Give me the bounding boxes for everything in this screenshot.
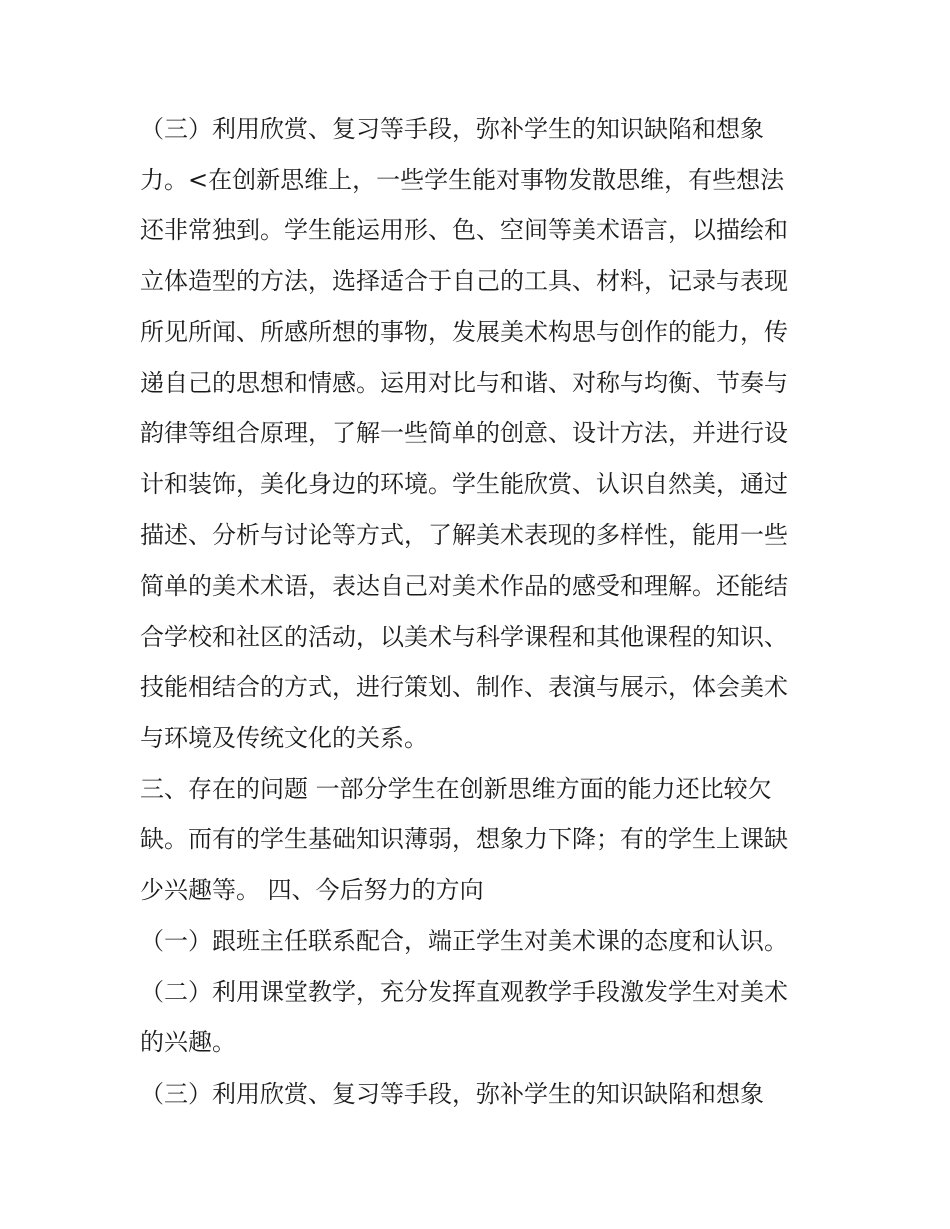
text-line-9: 描述、分析与讨论等方式，了解美术表现的多样性，能用一些 bbox=[140, 521, 788, 549]
text-line-20: （三）利用欣赏、复习等手段，弥补学生的知识缺陷和想象 bbox=[140, 1080, 764, 1108]
text-line-6: 递自己的思想和情感。运用对比与和谐、对称与均衡、节奏与 bbox=[140, 369, 788, 397]
text-line-4: 立体造型的方法，选择适合于自己的工具、材料，记录与表现 bbox=[140, 267, 788, 295]
text-line-10: 简单的美术术语，表达自己对美术作品的感受和理解。还能结 bbox=[140, 572, 788, 600]
text-line-15: 缺。而有的学生基础知识薄弱，想象力下降；有的学生上课缺 bbox=[140, 825, 788, 853]
text-line-17: （一）跟班主任联系配合，端正学生对美术课的态度和认识。 bbox=[140, 927, 788, 955]
text-line-16: 少兴趣等。 四、今后努力的方向 bbox=[140, 876, 484, 904]
text-line-11: 合学校和社区的活动，以美术与科学课程和其他课程的知识、 bbox=[140, 623, 788, 651]
text-line-7: 韵律等组合原理，了解一些简单的创意、设计方法，并进行设 bbox=[140, 419, 788, 447]
text-line-13: 与环境及传统文化的关系。 bbox=[140, 724, 428, 752]
text-line-5: 所见所闻、所感所想的事物，发展美术构思与创作的能力，传 bbox=[140, 318, 788, 346]
text-line-8: 计和装饰，美化身边的环境。学生能欣赏、认识自然美，通过 bbox=[140, 470, 788, 498]
text-line-14: 三、存在的问题 一部分学生在创新思维方面的能力还比较欠 bbox=[140, 775, 772, 803]
text-line-12: 技能相结合的方式，进行策划、制作、表演与展示，体会美术 bbox=[140, 673, 788, 701]
text-line-3: 还非常独到。学生能运用形、色、空间等美术语言，以描绘和 bbox=[140, 216, 788, 244]
text-line-19: 的兴趣。 bbox=[140, 1028, 236, 1056]
text-line-18: （二）利用课堂教学，充分发挥直观教学手段激发学生对美术 bbox=[140, 978, 788, 1006]
text-line-2: 力。<在创新思维上，一些学生能对事物发散思维，有些想法 bbox=[140, 166, 785, 194]
text-line-1: （三）利用欣赏、复习等手段，弥补学生的知识缺陷和想象 bbox=[140, 115, 764, 143]
